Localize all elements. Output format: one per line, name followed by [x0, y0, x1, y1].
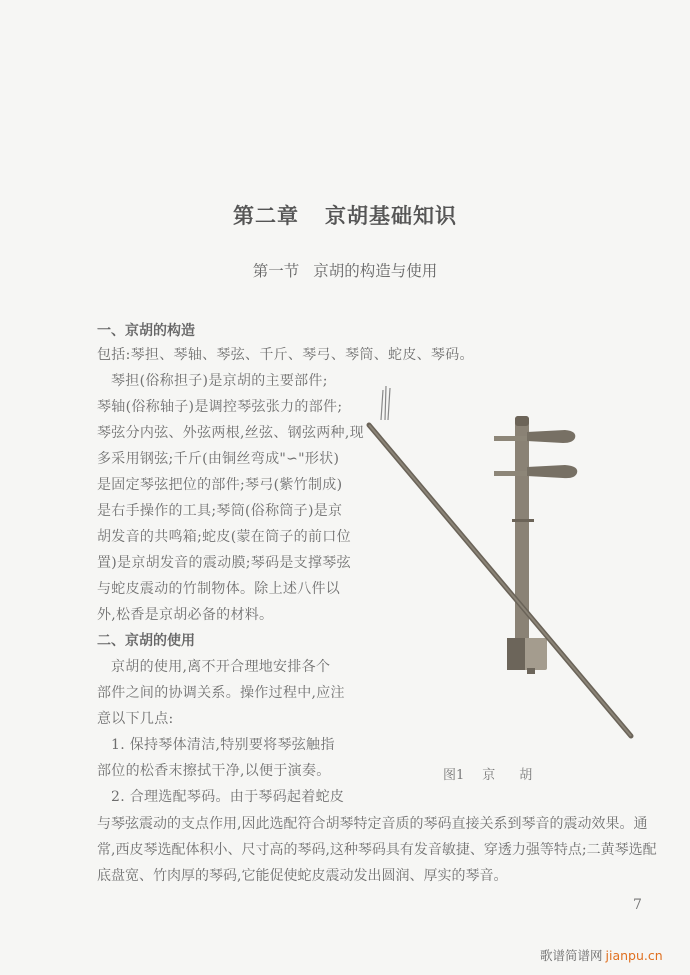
paragraph-line: 琴担(俗称担子)是京胡的主要部件;	[111, 373, 328, 389]
section-number: 第一节	[252, 262, 300, 280]
section-title	[0, 259, 690, 281]
figure-caption	[443, 764, 532, 783]
paragraph-line: 常,西皮琴选配体积小、尺寸高的琴码,这种琴码具有发音敏捷、穿透力强等特点;二黄琴选配	[97, 842, 657, 858]
watermark-cn: 歌谱简谱网	[540, 948, 603, 963]
heading-construction: 一、京胡的构造	[97, 323, 195, 339]
figure-name-a: 京	[482, 768, 496, 783]
paragraph-line: 是固定琴弦把位的部件;琴弓(紫竹制成)	[97, 477, 343, 493]
paragraph-line: 置)是京胡发音的震动膜;琴码是支撑琴弦	[97, 555, 351, 571]
paragraph-line: 琴轴(俗称轴子)是调控琴弦张力的部件;	[97, 399, 343, 415]
chapter-number: 第二章	[233, 204, 299, 228]
paragraph-line: 底盘宽、竹肉厚的琴码,它能促使蛇皮震动发出圆润、厚实的琴音。	[97, 868, 508, 884]
figure-label: 图1	[443, 768, 465, 783]
paragraph-line: 胡发音的共鸣箱;蛇皮(蒙在筒子的前口位	[97, 529, 351, 545]
paragraph-line: 1. 保持琴体清洁,特别要将琴弦触指	[111, 737, 335, 753]
paragraph-line: 与蛇皮震动的竹制物体。除上述八件以	[97, 581, 341, 597]
section-name: 京胡的构造与使用	[313, 262, 438, 280]
chapter-name: 京胡基础知识	[325, 204, 457, 228]
chapter-title	[0, 200, 690, 230]
paragraph-line: 包括:琴担、琴轴、琴弦、千斤、琴弓、琴筒、蛇皮、琴码。	[97, 347, 474, 363]
paragraph-line: 2. 合理选配琴码。由于琴码起着蛇皮	[111, 789, 345, 805]
figure-name-b: 胡	[519, 768, 533, 783]
page-number: 7	[633, 897, 642, 913]
paragraph-line: 京胡的使用,离不开合理地安排各个	[111, 659, 331, 675]
paragraph-line: 部位的松香末擦拭干净,以便于演奏。	[97, 763, 331, 779]
paragraph-line: 与琴弦震动的支点作用,因此选配符合胡琴特定音质的琴码直接关系到琴音的震动效果。通	[97, 816, 648, 832]
paragraph-line: 琴弦分内弦、外弦两根,丝弦、钢弦两种,现	[97, 425, 364, 441]
paragraph-line: 多采用钢弦;千斤(由铜丝弯成"∽"形状)	[97, 451, 340, 467]
paragraph-line: 外,松香是京胡必备的材料。	[97, 607, 274, 623]
heading-usage: 二、京胡的使用	[97, 633, 195, 649]
watermark-en: jianpu.cn	[605, 948, 663, 963]
paragraph-line: 是右手操作的工具;琴筒(俗称筒子)是京	[97, 503, 343, 519]
jinghu-instrument-icon	[355, 370, 645, 750]
paragraph-line: 意以下几点:	[97, 711, 174, 727]
paragraph-line: 部件之间的协调关系。操作过程中,应注	[97, 685, 345, 701]
watermark	[540, 946, 663, 964]
